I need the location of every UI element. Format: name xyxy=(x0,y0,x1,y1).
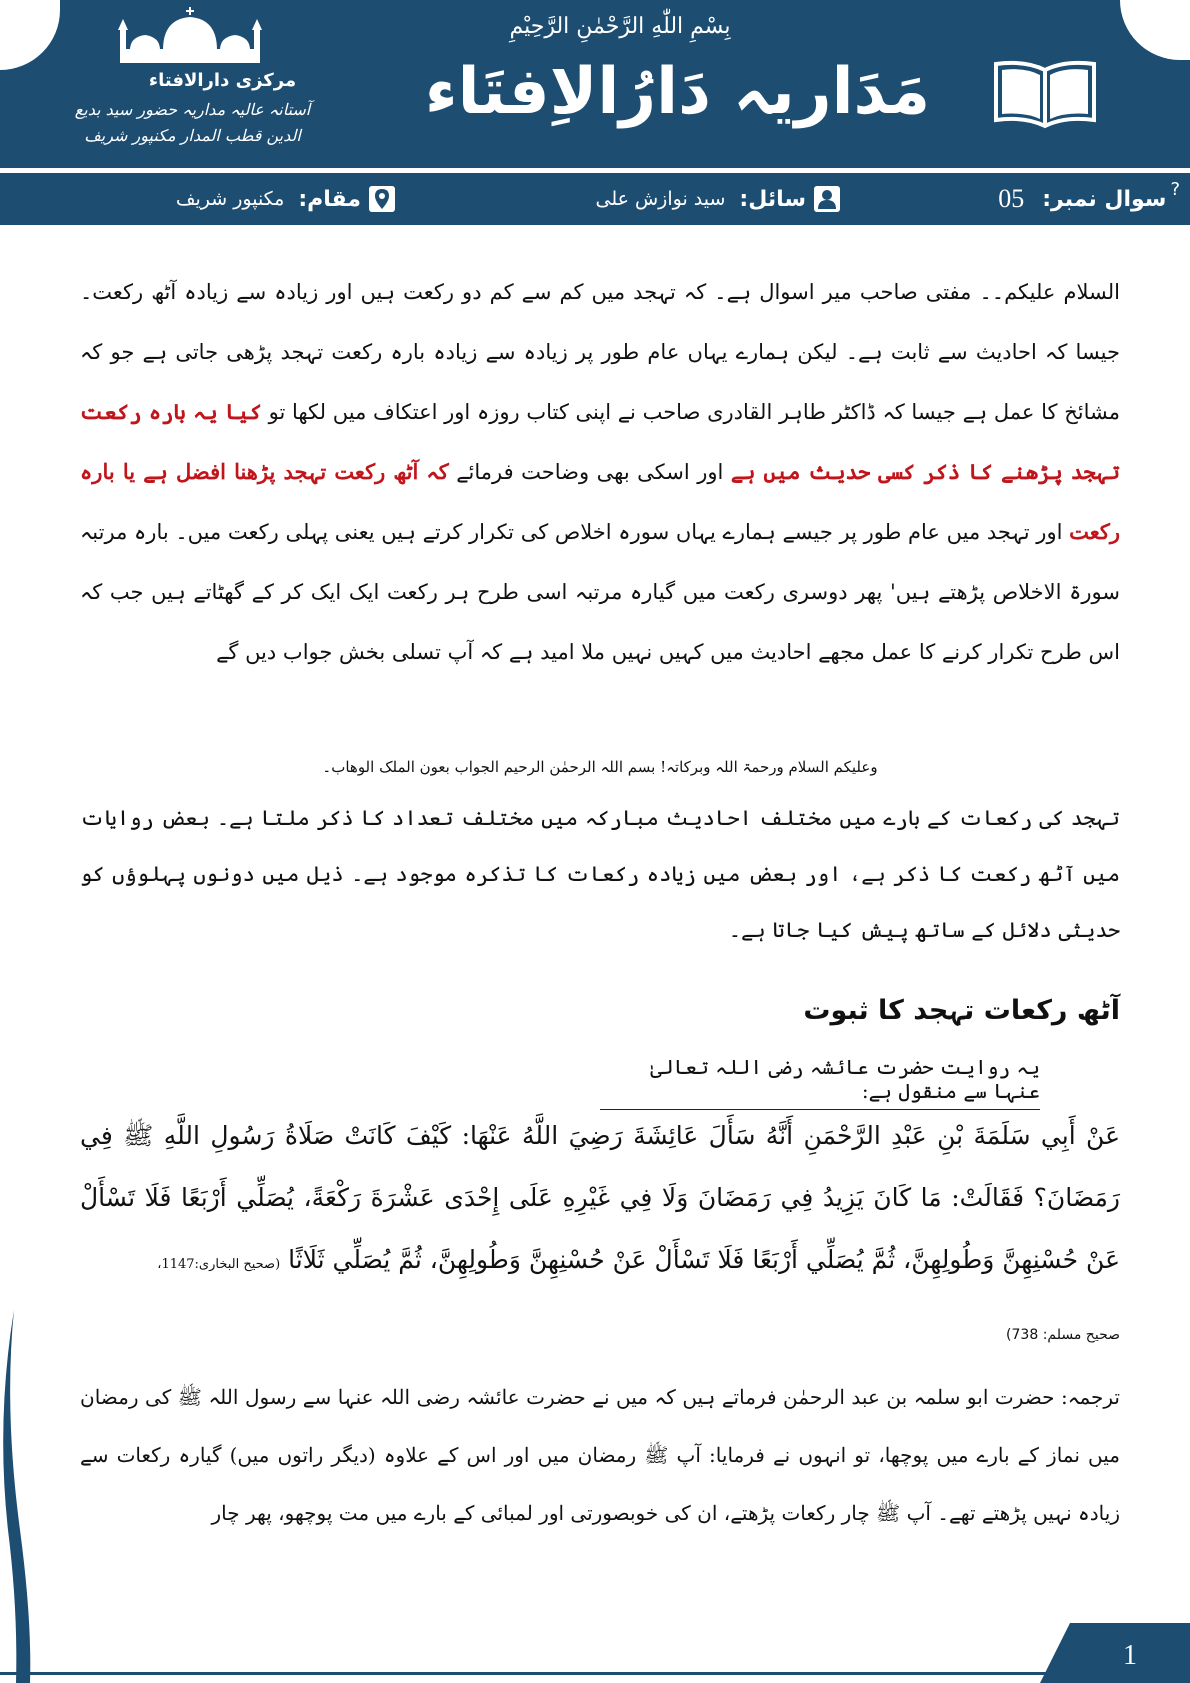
reference-muslim: صحیح مسلم: 738) xyxy=(1006,1327,1120,1343)
question-number-value: 05 xyxy=(998,184,1025,213)
page-number: 1 xyxy=(1123,1640,1137,1671)
section-heading: آٹھ رکعات تہجد کا ثبوت xyxy=(803,995,1120,1026)
question-part-1: السلام علیکم۔۔ مفتی صاحب میر اسوال ہے۔ کہ تہجد میں کم سے کم دو رکعت ہیں اور زیادہ سے زیادہ آٹھ رکعت۔ جیسا کہ احادیث سے ثابت ہے۔ لیکن ہمارے یہاں عام طور پر زیادہ سے زیادہ بارہ رکعت تہجد پڑھی جاتی ہے جو کہ مشائخ کا عمل ہے جیسا کہ ڈاکٹر طاہر القادری صاحب نے اپنی کتاب روزہ اور اعتکاف میں لکھا تو xyxy=(80,280,1120,424)
question-number xyxy=(970,173,1180,225)
arabic-hadith-text: عَنْ أَبِي سَلَمَةَ بْنِ عَبْدِ الرَّحْمَنِ أَنَّهُ سَأَلَ عَائِشَةَ رَضِيَ اللَّهُ عَنْهَا: كَيْفَ كَانَتْ صَلَاةُ رَسُولِ اللَّهِ ﷺ فِي رَمَضَانَ؟ فَقَالَتْ: مَا كَانَ يَزِيدُ فِي رَمَضَانَ وَلَا فِي غَيْرِهِ عَلَى إِحْدَى عَشْرَةَ رَكْعَةً، يُصَلِّي أَرْبَعًا فَلَا تَسْأَلْ عَنْ حُسْنِهِنَّ وَطُولِهِنَّ، ثُمَّ يُصَلِّي أَرْبَعًا فَلَا تَسْأَلْ عَنْ حُسْنِهِنَّ وَطُولِهِنَّ، ثُمَّ يُصَلِّي ثَلَاثًا xyxy=(80,1121,1120,1274)
center-name: مرکزی دارالافتاء xyxy=(148,70,297,91)
place xyxy=(170,173,395,225)
question-part-3: اور تہجد میں عام طور پر جیسے ہمارے یہاں سورہ اخلاص کی تکرار کرتے ہیں یعنی پہلی رکعت میں۔ بارہ مرتبہ سورۃ الاخلاص پڑھتے ہیں' پھر دوسری رکعت میں گیارہ مرتبہ اسی طرح ہر رکعت ایک ایک کر کے گھٹاتے ہیں جب کہ اس طرح تکرار کرنے کا عمل مجھے احادیث میں کہیں نہیں ملا امید ہے کہ آپ تسلی بخش جواب دیں گے xyxy=(80,520,1120,664)
center-address: آستانہ عالیہ مداریہ حضور سید بدیع الدین قطب المدار مکنپور شریف xyxy=(74,100,311,145)
question-number-label: سوال نمبر: xyxy=(1042,186,1167,212)
answer-salutation: وعلیکم السلام ورحمۃ اللہ وبرکاتہ! بسم اللہ الرحمٰن الرحیم الجواب بعون الملک الوھاب۔ xyxy=(322,758,878,776)
bismillah: بِسْمِ اللّٰهِ الرَّحْمٰنِ الرَّحِیْمِ xyxy=(509,14,731,39)
location-pin-icon xyxy=(369,186,395,212)
question-part-2: اور اسکی بھی وضاحت فرمائے xyxy=(448,460,731,484)
narration-line: یہ روایت حضرت عائشہ رضی اللہ تعالیٰ عنہا سے منقول ہے: xyxy=(600,1055,1040,1110)
question-text xyxy=(80,262,1120,682)
footer-line xyxy=(0,1672,1060,1675)
question-highlight-1: کیا یہ بارہ رکعت تہجد پڑھنے کا ذکر کسی حدیث میں ہے xyxy=(80,399,1120,484)
place-label: مقام: xyxy=(298,186,361,212)
answer-intro: تہجد کی رکعات کے بارے میں مختلف احادیث مبارکہ میں مختلف تعداد کا ذکر ملتا ہے۔ بعض روایات میں آٹھ رکعت کا ذکر ہے، اور بعض میں زیادہ رکعات کا تذکرہ موجود ہے۔ ذیل میں دونوں پہلوؤں کو حدیثی دلائل کے ساتھ پیش کیا جاتا ہے۔ xyxy=(80,806,1120,942)
dome-icon xyxy=(115,5,265,67)
asker-name: سید نوازش علی xyxy=(595,188,726,210)
book-icon xyxy=(990,58,1100,130)
place-name: مکنپور شریف xyxy=(175,188,285,210)
hadith-translation: ترجمہ: حضرت ابو سلمہ بن عبد الرحمٰن فرماتے ہیں کہ میں نے حضرت عائشہ رضی اللہ عنہا سے رسول اللہ ﷺ کی رمضان میں نماز کے بارے میں پوچھا، تو انہوں نے فرمایا: آپ ﷺ رمضان میں اور اس کے علاوہ (دیگر راتوں میں) گیارہ رکعات سے زیادہ نہیں پڑھتے تھے۔ آپ ﷺ چار رکعات پڑھتے، ان کی خوبصورتی اور لمبائی کے بارے میں مت پوچھو، پھر چار xyxy=(80,1385,1120,1525)
user-icon xyxy=(814,186,840,212)
arabic-hadith xyxy=(80,1105,1120,1296)
decorative-swirl xyxy=(0,1310,40,1683)
page-title: مَدَاریہ دَارُالاِفتَاء xyxy=(424,55,931,129)
question-mark-icon: ? xyxy=(1170,179,1180,200)
reference-bukhari: (صحیح البخاری:1147، xyxy=(157,1257,281,1272)
question-highlight-2: کہ آٹھ رکعت تہجد پڑھنا افضل ہے یا بارہ رکعت xyxy=(80,459,1121,544)
asker-label: سائل: xyxy=(739,186,806,212)
asker xyxy=(555,173,840,225)
